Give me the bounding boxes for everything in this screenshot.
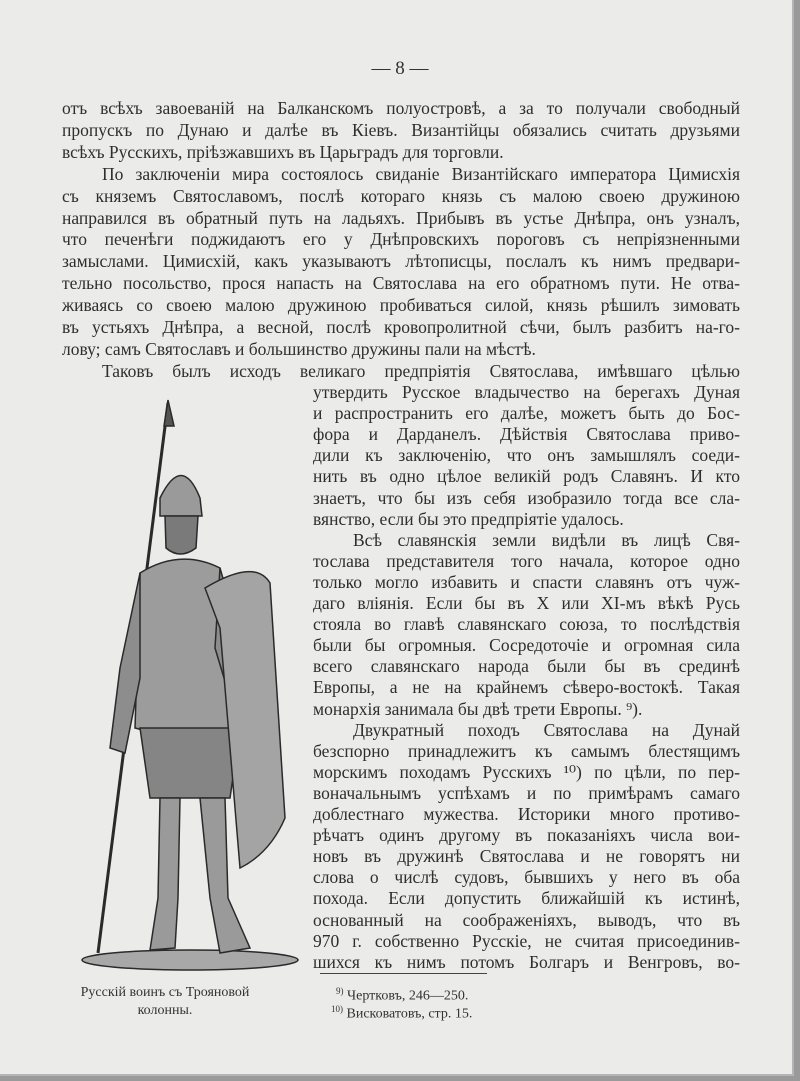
footnote-9 xyxy=(336,986,468,1005)
footnote-text: Чертковъ, 246—250. xyxy=(347,988,469,1004)
text-line: всего славянскаго народа были бы въ срединѣ xyxy=(313,656,740,677)
figure-caption-line-2: колонны. xyxy=(137,1003,193,1018)
text-line: вянство, если бы это предпріятіе удалось. xyxy=(313,508,624,529)
footnote-divider xyxy=(320,973,487,974)
footnote-mark: 10) xyxy=(331,1004,343,1014)
text-line: По заключеніи мира состоялось свиданіе Византійскаго императора Цимисхія xyxy=(102,163,740,184)
text-line: замыслами. Цимисхій, какъ указываютъ лѣтописцы, послалъ къ нимъ предвари- xyxy=(62,251,740,272)
text-line: что печенѣги поджидаютъ его у Днѣпровскихъ пороговъ съ непріязненными xyxy=(62,229,740,250)
text-line: воначальнымъ успѣхамъ и по примѣрамъ самаго xyxy=(313,782,740,803)
footnote-mark: 9) xyxy=(336,986,344,996)
text-line: были бы огромныя. Сосредоточіе и огромная сила xyxy=(313,635,740,656)
text-line: безспорно принадлежитъ къ самымъ блестящимъ xyxy=(313,740,740,761)
text-line: рѣчатъ одинъ другому въ показаніяхъ числа вои- xyxy=(313,825,740,846)
text-line: Двукратный походъ Святослава на Дунай xyxy=(353,719,740,740)
text-line: всѣхъ Русскихъ, пріѣзжавшихъ въ Царьградъ для торговли. xyxy=(62,141,504,162)
text-line: дили къ заключенію, что онъ замышлялъ соеди- xyxy=(313,445,740,466)
footnote-10 xyxy=(331,1004,472,1023)
text-line: знаетъ, что бы изъ себя изобразило тогда все сла- xyxy=(313,487,740,508)
text-line: Европы, а не на крайнемъ сѣверо-востокѣ. Такая xyxy=(313,677,740,698)
text-line: фора и Дарданелъ. Дѣйствія Святослава приво- xyxy=(313,424,740,445)
text-line: основанный на соображеніяхъ, выводъ, что въ xyxy=(313,909,740,930)
text-line: и распространить его далѣе, можетъ быть до Бос- xyxy=(313,403,740,424)
text-line: Всѣ славянскія земли видѣли въ лицѣ Свя- xyxy=(353,529,740,550)
text-line: шихся къ нимъ потомъ Болгаръ и Венгровъ, во- xyxy=(313,951,740,972)
text-line: 970 г. собственно Русскіе, не считая присоединив- xyxy=(313,930,740,951)
text-line: лову; самъ Святославъ и большинство дружины пали на мѣстѣ. xyxy=(62,338,536,359)
text-line: новъ въ дружинѣ Святослава и не говорятъ ни xyxy=(313,846,740,867)
text-line: доблестнаго мужества. Историки много противо- xyxy=(313,804,740,824)
text-line: слова о числѣ судовъ, бывшихъ у него въ оба xyxy=(313,867,740,888)
text-line: утвердить Русское владычество на берегахъ Дуная xyxy=(313,382,740,402)
figure-caption-line-1: Русскій воинъ съ Трояновой xyxy=(80,985,250,1000)
text-line: направился въ обратный путь на ладьяхъ. Прибывъ въ устье Днѣпра, онъ узналъ, xyxy=(62,207,740,228)
text-line: монархія занимала бы двѣ трети Европы. ⁹). xyxy=(313,698,643,719)
text-line: съ княземъ Святославомъ, послѣ котораго князь съ малою своею дружиною xyxy=(62,185,740,206)
text-line: Таковъ былъ исходъ великаго предпріятія Святослава, имѣвшаго цѣлью xyxy=(102,360,740,381)
text-line: живаясь со своею малою дружиною пробиваться силой, князь рѣшилъ зимовать xyxy=(62,295,740,316)
text-line: отъ всѣхъ завоеваній на Балканскомъ полуостровѣ, а за то получали свободный xyxy=(62,98,740,118)
page-number: — 8 — xyxy=(371,58,429,79)
text-line: тослава представителя того начала, которое одно xyxy=(313,550,740,571)
footnote-text: Висковатовъ, стр. 15. xyxy=(346,1006,473,1022)
text-line: похода. Если допустить ближайшій къ истинѣ, xyxy=(313,888,740,909)
text-line: морскимъ походамъ Русскихъ ¹⁰) по цѣли, по пер- xyxy=(313,761,740,782)
text-line: даго вліянія. Если бы въ X или XI-мъ вѣкѣ Русь xyxy=(313,593,740,613)
warrior-illustration xyxy=(80,398,305,978)
text-line: нить въ одно цѣлое великій родъ Славянъ. И кто xyxy=(313,466,740,487)
text-line: въ устьяхъ Днѣпра, а весной, послѣ кровопролитной сѣчи, былъ разбитъ на-го- xyxy=(62,317,740,337)
text-line: тельно посольство, прося напасть на Святослава на его обратномъ пути. Не отва- xyxy=(62,273,740,294)
text-line: пропускъ по Дунаю и далѣе въ Кіевъ. Византійцы обязались считать друзьями xyxy=(62,119,740,140)
text-line: стояла во главѣ славянскаго союза, то послѣдствія xyxy=(313,614,740,635)
text-line: только могло избавить и спасти славянъ отъ чуж- xyxy=(313,571,740,592)
